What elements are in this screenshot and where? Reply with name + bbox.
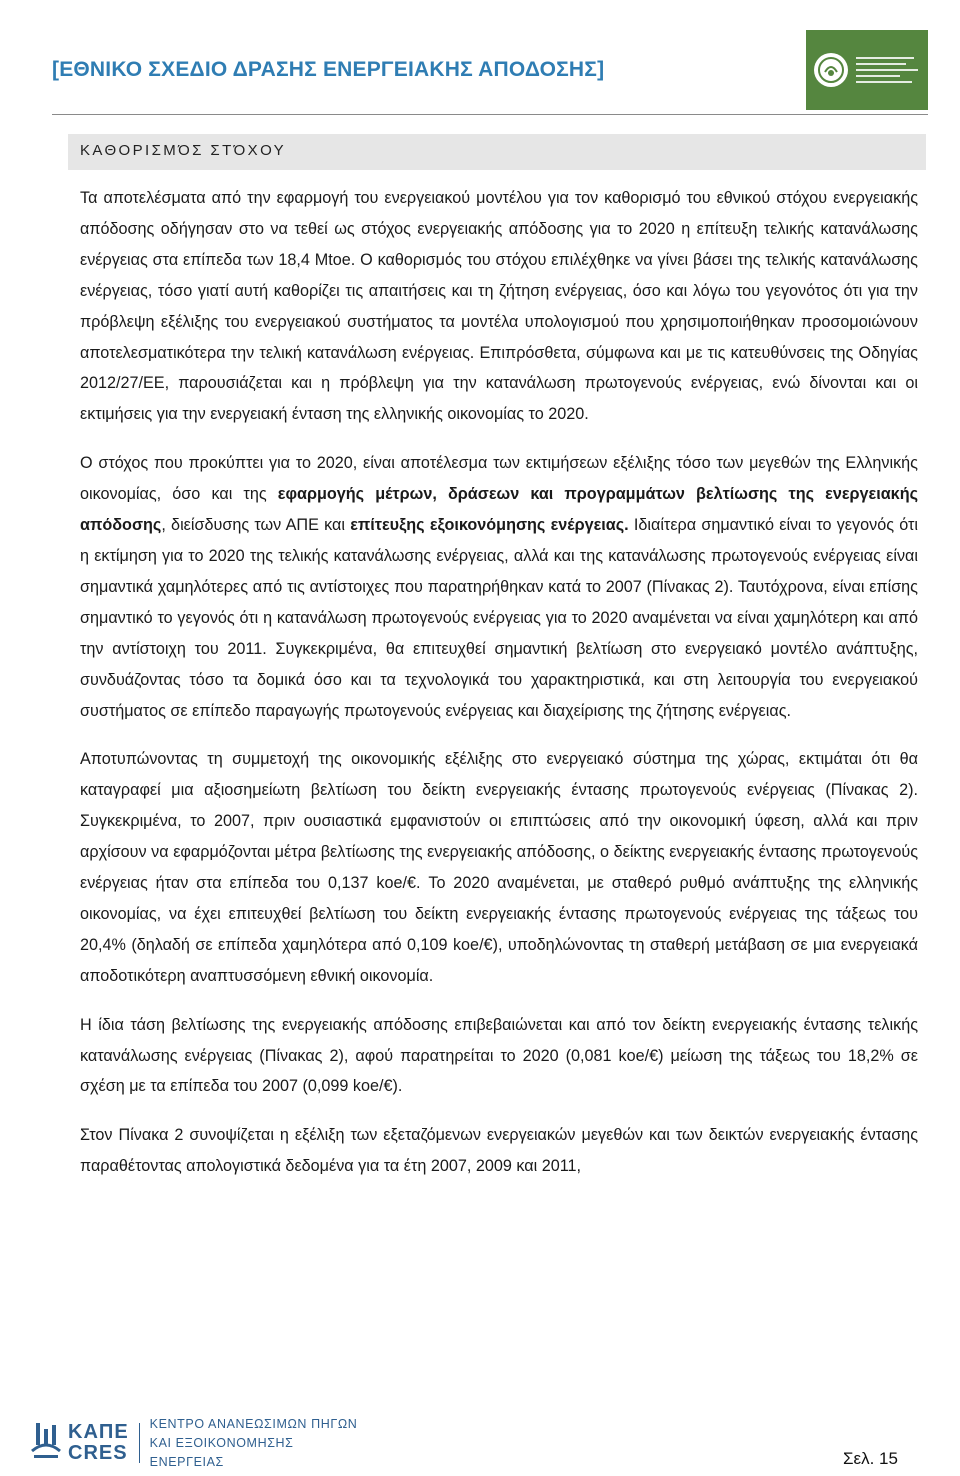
paragraph-1: Τα αποτελέσματα από την εφαρμογή του ενεργειακού μοντέλου για τον καθορισμό του εθνικού στόχου ενεργειακής απόδοσης οδήγησαν στο να τεθεί ως στόχος ενεργειακής απόδοσης για το 2020 η επίτευξη τελικής κατανάλωσης ενέργειας στα επίπεδα των 18,4 Mtoe. Ο καθορισμός του στόχου επιλέχθηκε να γίνει βάσει της τελικής κατανάλωσης ενέργειας, τόσο γιατί αυτή καθορίζει τις απαιτήσεις και τη ζήτηση ενέργειας, όσο και λόγω του γεγονότος ότι για την πρόβλεψη εξέλιξης του ενεργειακού συστήματος τα μοντέλα υπολογισμού που χρησιμοποιήθηκαν προσομοιώνουν αποτελεσματικότερα την τελική κατανάλωση ενέργειας. Επιπρόσθετα, σύμφωνα και με τις κατευθύνσεις της Οδηγίας 2012/27/ΕΕ, παρουσιάζεται και η πρόβλεψη για την κατανάλωση πρωτογενούς ενέργειας, ενώ δίνονται και οι εκτιμήσεις για την ενεργειακή ένταση της ελληνικής οικονομίας το 2020. [80,189,918,424]
ministry-logo-text-lines [856,57,918,83]
ministry-emblem-icon [814,53,848,87]
paragraph-3: Αποτυπώνοντας τη συμμετοχή της οικονομικής εξέλιξης στο ενεργειακό σύστημα της χώρας, εκτιμάται ότι θα καταγραφεί μια αξιοσημείωτη βελτίωση του δείκτη ενεργειακής έντασης πρωτογενούς ενέργειας (Πίνακας 2). Συγκεκριμένα, το 2007, πριν ουσιαστικά εμφανιστούν οι επιπτώσεις από την οικονομική ύφεση, αλλά και πριν αρχίσουν να εφαρμόζονται μέτρα βελτίωσης της ενεργειακής απόδοσης, ο δείκτης ενεργειακής έντασης πρωτογενούς ενέργειας ήταν στα επίπεδα του 0,137 koe/€. Το 2020 αναμένεται, με σταθερό ρυθμό ανάπτυξης της ελληνικής οικονομίας, να έχει επιτευχθεί βελτίωση του δείκτη ενεργειακής έντασης πρωτογενούς ενέργειας της τάξεως του 20,4% (δηλαδή σε επίπεδα χαμηλότερα από 0,109 koe/€), υποδηλώνοντας τη σταθερή μετάβαση σε μια ενεργειακά αποδοτικότερη αναπτυσσόμενη εθνική οικονομία. [80,750,918,985]
document-body [80,183,918,1200]
paragraph-2-text-a: Ο στόχος που προκύπτει για το 2020, είναι αποτέλεσμα των εκτιμήσεων εξέλιξης τόσο των μεγεθών της Ελληνικής οικονομίας, όσο και της [80,454,918,504]
paragraph-2-bold-1: εφαρμογής μέτρων, δράσεων και προγραμμάτων βελτίωσης της ενεργειακής απόδοσης [80,485,918,535]
page-number: Σελ. 15 [843,1449,898,1468]
paragraph-2-bold-2: επίτευξης εξοικονόμησης ενέργειας. [350,516,629,535]
ministry-logo [806,30,928,110]
footer-logo [30,1418,370,1468]
paragraph-4: Η ίδια τάση βελτίωσης της ενεργειακής απόδοσης επιβεβαιώνεται και από τον δείκτη ενεργειακής έντασης τελικής κατανάλωσης ενέργειας (Πίνακας 2), αφού παρατηρείται το 2020 (0,081 koe/€) μείωση της τάξεως του 18,2% σε σχέση με τα επίπεδα του 2007 (0,099 koe/€). [80,1015,918,1096]
paragraph-2 [80,448,918,726]
footer-logo-divider [139,1423,140,1463]
header-divider [52,114,928,115]
kape-wordmark-latin: CRES [68,1442,128,1464]
kape-organization-name [150,1415,370,1472]
kape-mark-icon [30,1421,62,1465]
paragraph-2-text-d: Ιδιαίτερα σημαντικό είναι το γεγονός ότι η εκτίμηση για το 2020 της τελικής κατανάλωσης ενέργειας, αλλά και της κατανάλωσης πρωτογενούς ενέργειας είναι σημαντικά χαμηλότερες από τις αντίστοιχες που παρατηρήθηκαν κατά το 2007 (Πίνακας 2). Ταυτόχρονα, είναι επίσης σημαντικό το γεγονός ότι η κατανάλωση πρωτογενούς ενέργειας για το 2020 αναμένεται να είναι χαμηλότερη και από την αντίστοιχη του 2011. Συγκεκριμένα, θα επιτευχθεί σημαντική βελτίωση στο ενεργειακό μοντέλο ανάπτυξης, συνδυάζοντας τόσο τα δομικά όσο και τα τεχνολογικά του χαρακτηριστικά, και στη λειτουργία του ενεργειακού συστήματος σε επίπεδο παραγωγής πρωτογενούς ενέργειας και διαχείρισης της ζήτησης ενέργειας. [80,516,919,720]
document-header-title: [ΕΘΝΙΚΟ ΣΧΕΔΙΟ ΔΡΑΣΗΣ ΕΝΕΡΓΕΙΑΚΗΣ ΑΠΟΔΟΣΗΣ] [52,58,605,81]
kape-wordmark-greek: ΚΑΠΕ [68,1421,129,1443]
org-name-line-1: ΚΕΝΤΡΟ ΑΝΑΝΕΩΣΙΜΩΝ ΠΗΓΩΝ [149,1416,358,1431]
paragraph-2-text-c: , διείσδυσης των ΑΠΕ και [161,516,351,535]
org-name-line-2: ΚΑΙ ΕΞΟΙΚΟΝΟΜΗΣΗΣ ΕΝΕΡΓΕΙΑΣ [149,1435,294,1469]
section-heading: ΚΑΘΟΡΙΣΜΌΣ ΣΤΌΧΟΥ [68,134,926,170]
paragraph-5: Στον Πίνακα 2 συνοψίζεται η εξέλιξη των εξεταζόμενων ενεργειακών μεγεθών και των δεικτών ενεργειακής έντασης παραθέτοντας απολογιστικά δεδομένα για τα έτη 2007, 2009 και 2011, [80,1126,918,1176]
kape-wordmark [68,1422,129,1464]
